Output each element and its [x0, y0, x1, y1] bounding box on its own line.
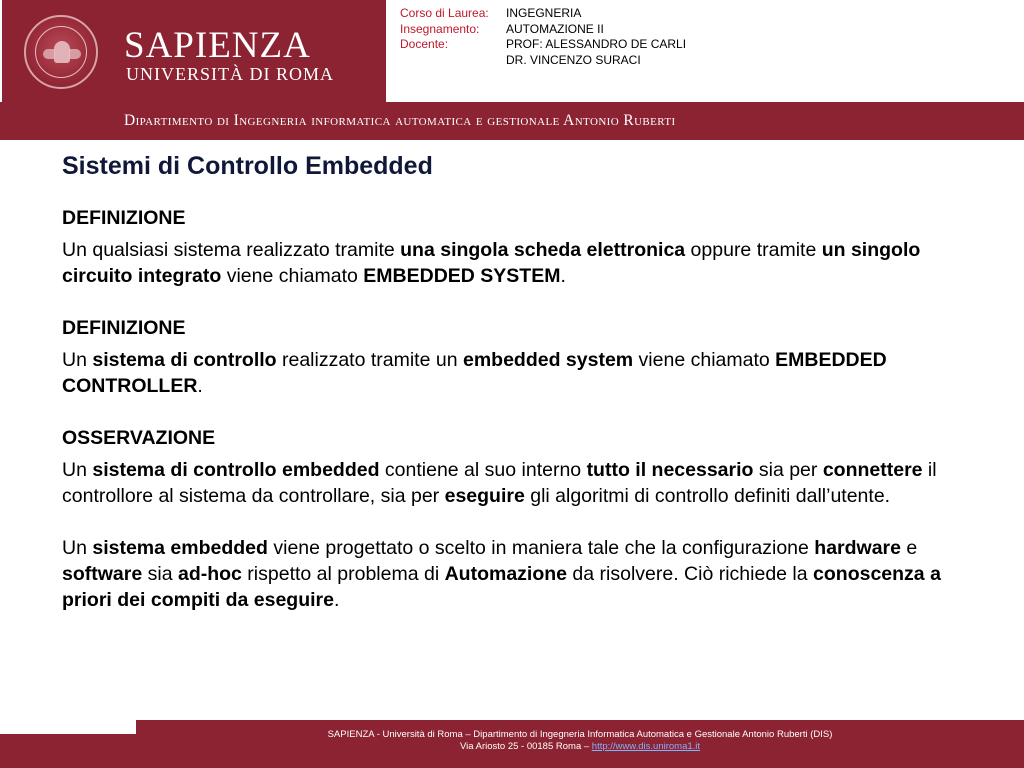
spacer	[62, 289, 962, 315]
bold-text: una singola scheda elettronica	[400, 239, 686, 261]
seal-ring	[35, 26, 87, 78]
text: .	[560, 265, 566, 287]
text: Un	[62, 459, 93, 481]
slide-content	[62, 205, 962, 613]
bold-text: eseguire	[444, 485, 525, 507]
text: .	[333, 589, 340, 611]
definition-embedded-system	[62, 237, 962, 289]
info-row-teacher-2	[400, 53, 686, 69]
info-row-teacher	[400, 37, 686, 53]
text: sia per	[753, 459, 823, 481]
bold-text: un singolo circuito integrato	[62, 239, 921, 287]
design-paragraph	[62, 535, 962, 613]
seal-wing-right	[69, 49, 81, 59]
text: Un qualsiasi sistema realizzato tramite	[62, 239, 401, 261]
bold-text: sistema di controllo embedded	[92, 459, 380, 481]
text: .	[197, 375, 203, 397]
info-label: Corso di Laurea:	[400, 6, 489, 20]
info-row-course	[400, 6, 686, 22]
bold-text: EMBEDDED CONTROLLER	[62, 349, 887, 397]
footer-address-line1: SAPIENZA - Università di Roma – Dipartimento di Ingegneria Informatica Automatica e Gestionale Antonio Ruberti (DIS)	[327, 729, 833, 740]
spacer	[62, 509, 962, 535]
text: viene chiamato	[221, 265, 364, 287]
bold-text: EMBEDDED SYSTEM	[363, 265, 561, 287]
bold-text: Automazione	[444, 563, 567, 585]
section-heading: DEFINIZIONE	[62, 317, 186, 339]
department-website-link[interactable]: http://www.dis.uniroma1.it	[591, 741, 701, 752]
footer-left-band	[0, 734, 136, 768]
text: sia	[142, 563, 178, 585]
section-heading: DEFINIZIONE	[62, 207, 186, 229]
course-info	[400, 6, 686, 68]
text: realizzato tramite un	[276, 349, 463, 371]
info-label	[400, 53, 506, 69]
seal-figure	[54, 41, 70, 63]
brand-subtitle: UNIVERSITÀ DI ROMA	[126, 64, 334, 84]
text: e	[900, 537, 918, 559]
page-title: Sistemi di Controllo Embedded	[62, 152, 433, 180]
info-label: Docente:	[400, 37, 449, 51]
section-heading: OSSERVAZIONE	[62, 427, 216, 449]
text: Un	[62, 349, 93, 371]
footer-address-line2	[136, 741, 1024, 752]
bold-text: hardware	[814, 537, 901, 559]
text: contiene al suo interno	[379, 459, 587, 481]
text: Un	[62, 537, 93, 559]
bold-text: ad-hoc	[177, 563, 242, 585]
text: da risolvere. Ciò richiede la	[567, 563, 814, 585]
text: viene chiamato	[633, 349, 776, 371]
observation-paragraph	[62, 457, 962, 509]
header-logo-block	[0, 0, 386, 102]
bold-text: connettere	[822, 459, 923, 481]
bold-text: sistema embedded	[92, 537, 268, 559]
info-value: INGEGNERIA	[506, 6, 582, 20]
definition-embedded-controller	[62, 347, 962, 399]
bold-text: embedded system	[462, 349, 634, 371]
text: gli algoritmi di controllo definiti dall’utente.	[524, 485, 891, 507]
university-seal-icon	[24, 15, 98, 89]
bold-text: software	[62, 563, 143, 585]
bold-text: tutto il necessario	[586, 459, 754, 481]
spacer	[62, 399, 962, 425]
text: oppure tramite	[685, 239, 822, 261]
bold-text: sistema di controllo	[92, 349, 277, 371]
info-value: PROF: ALESSANDRO DE CARLI	[506, 37, 687, 51]
info-row-subject	[400, 22, 686, 38]
footer-address-text: Via Ariosto 25 - 00185 Roma –	[459, 741, 592, 752]
brand-name: SAPIENZA	[124, 25, 311, 66]
text: il controllore al sistema da controllare, sia per	[62, 459, 937, 507]
info-label: Insegnamento:	[400, 21, 480, 36]
info-value: DR. VINCENZO SURACI	[506, 52, 641, 67]
department-band	[0, 102, 1024, 140]
info-value: AUTOMAZIONE II	[506, 21, 604, 36]
text: rispetto al problema di	[241, 563, 445, 585]
footer	[136, 720, 1024, 768]
bold-text: conoscenza a priori dei compiti da eseguire	[62, 563, 941, 611]
department-name: Dipartimento di Ingegneria informatica automatica e gestionale Antonio Ruberti	[124, 112, 676, 129]
text: viene progettato o scelto in maniera tale che la configurazione	[267, 537, 815, 559]
